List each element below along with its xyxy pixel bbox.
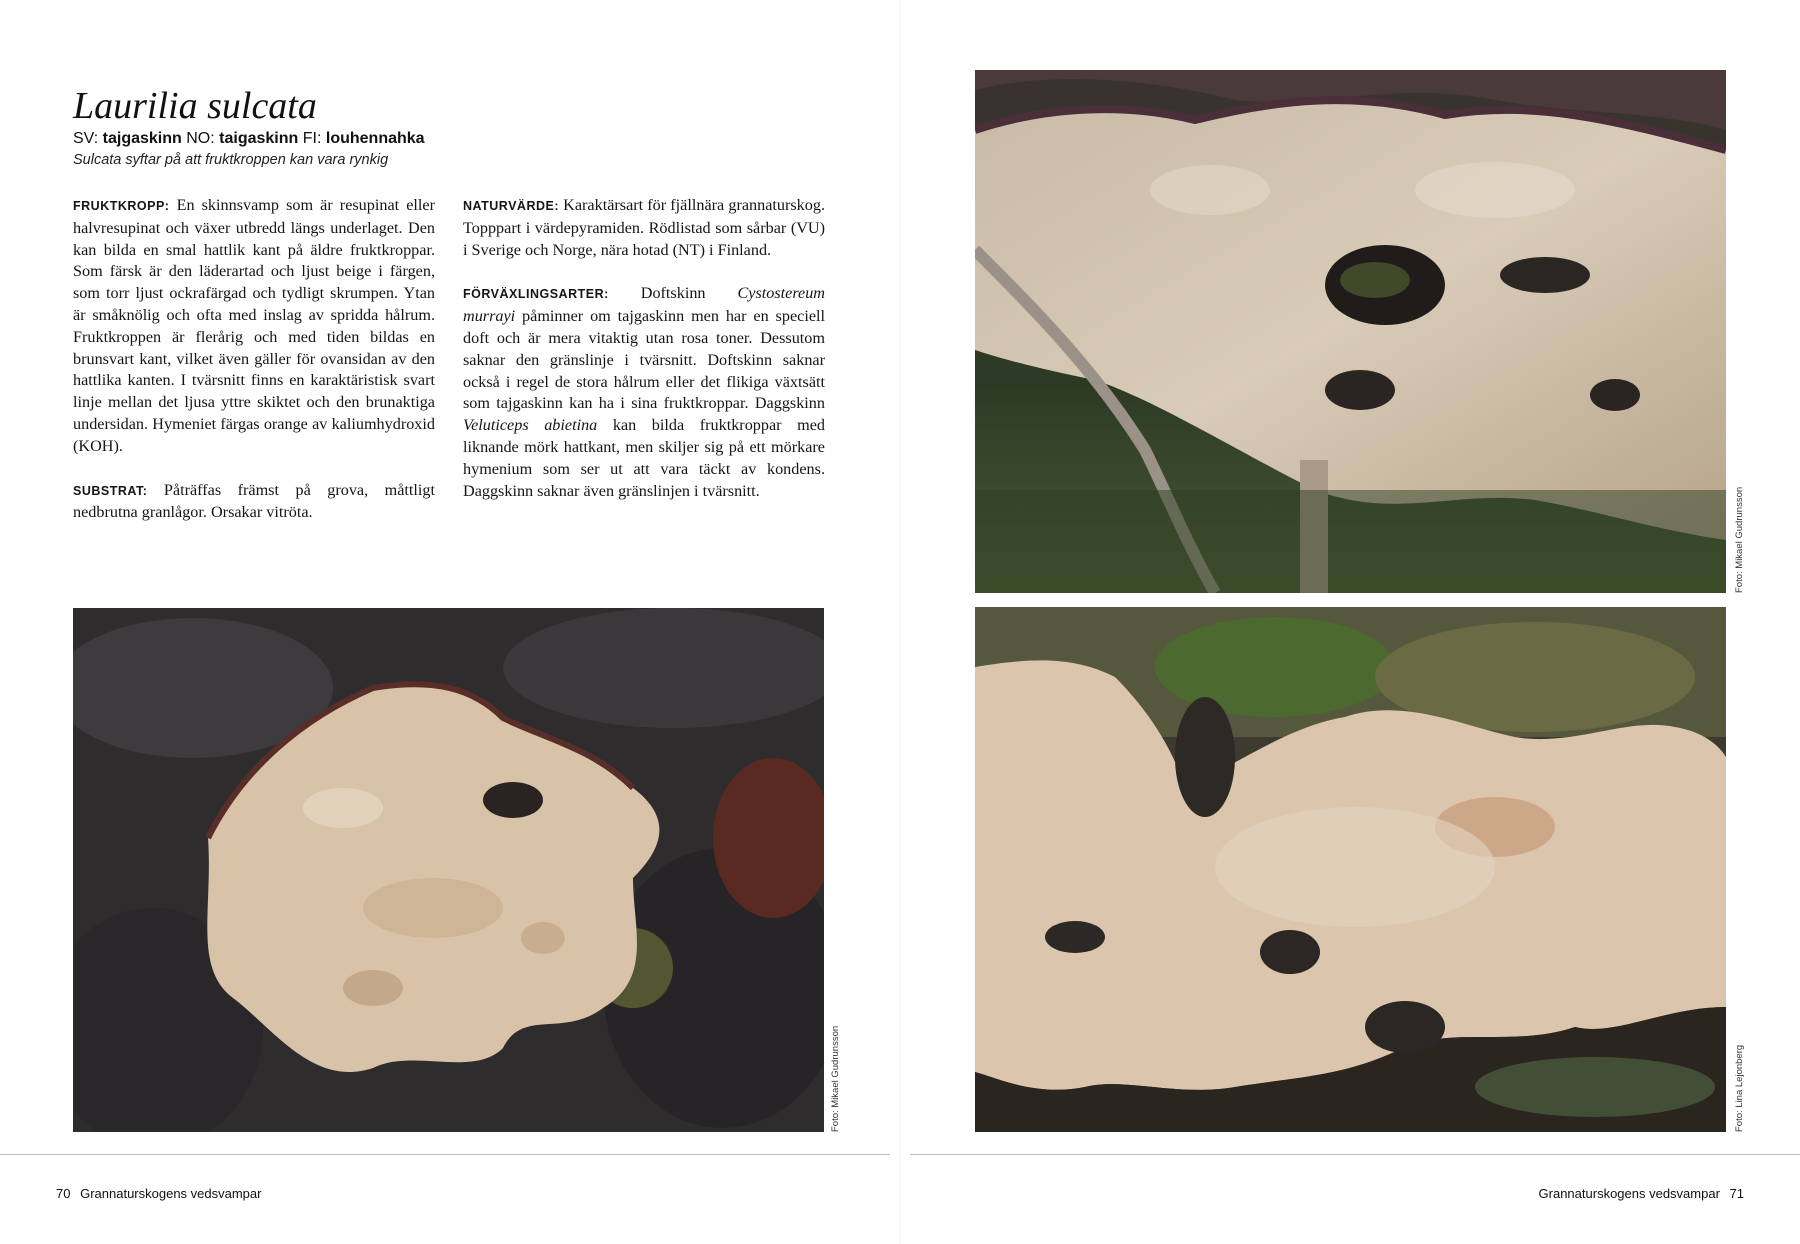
paragraph-forvaxlingsarter: [463, 283, 825, 502]
footer-rule-right: [910, 1154, 1800, 1155]
text-fruktkropp: En skinnsvamp som är resupinat eller halvresupinat och växer utbredd längs underlaget. Den kan bilda en smal hattlik kant på äldre fruktkroppar. Som färsk är den läderartad och ljust beige i färgen, som torr ljust ockrafärgad och tydligt skrumpen. Ytan är småknölig och ofta med inslag av spridda hålrum. Fruktkroppen är flerårig och med tiden bildas en brunsvart kant, vilket även gäller för ovansidan av den hattlika kanten. I tvärsnitt finns en karaktäristisk svart linje mellan det ljusa yttre skiktet och den brunaktiga undersidan. Hymeniet färgas orange av kaliumhydroxid (KOH).: [73, 196, 435, 455]
paragraph-fruktkropp: [73, 195, 435, 458]
photo-credit-bottom-right: Foto: Lina Lejonberg: [1734, 1044, 1745, 1132]
heading-substrat: SUBSTRAT:: [73, 483, 148, 498]
fungus-wide-image: [975, 607, 1726, 1132]
photo-fungus-shelf: [975, 70, 1726, 593]
paragraph-substrat: [73, 480, 435, 525]
footer-rule-left: [0, 1154, 890, 1155]
running-title-right: Grannaturskogens vedsvampar: [1538, 1186, 1720, 1201]
species-tagline: Sulcata syftar på att fruktkroppen kan vara rynkig: [73, 152, 389, 168]
photo-credit-bottom-left: Foto: Mikael Gudrunsson: [830, 1025, 841, 1132]
text-column-1: [73, 195, 435, 546]
latin-name-veluticeps: Veluticeps abietina: [463, 416, 598, 435]
text-column-2: [463, 195, 825, 524]
text-substrat: Påträffas främst på grova, måttligt nedbrutna granlågor. Orsakar vitröta.: [73, 480, 435, 522]
text-forvaxling-3: kan bilda fruktkroppar med liknande mörk hattkant, men skiljer sig på ett mörkare hymenium som ser ut att vara täckt av kondens. Daggskinn saknar även gränslinjen i tvärsnitt.: [463, 416, 825, 500]
name-fi: louhennahka: [325, 130, 425, 147]
text-forvaxling-2: påminner om tajgaskinn men har en speciell doft och är mera vitaktig utan rosa toner. Dessutom saknar den gränslinje i tvärsnitt. Doftskinn saknar också i regel de stora hålrum eller det flikiga växtsätt som tajgaskinn kan ha i sina fruktkroppar. Daggskinn: [463, 307, 825, 413]
lang-sv: SV:: [73, 130, 99, 147]
heading-naturvarde: NATURVÄRDE:: [463, 199, 560, 213]
lang-fi: FI:: [302, 130, 322, 147]
paragraph-naturvarde: [463, 195, 825, 261]
name-no: taigaskinn: [219, 130, 299, 147]
running-title-left: Grannaturskogens vedsvampar: [80, 1186, 262, 1201]
common-names: [73, 130, 425, 148]
heading-forvaxlingsarter: FÖRVÄXLINGSARTER:: [463, 287, 609, 302]
photo-fungus-wide: [975, 607, 1726, 1132]
footer-right: [1539, 1186, 1750, 1201]
text-forvaxling-1: Doftskinn: [640, 284, 738, 303]
photo-fungus-on-bark: [73, 608, 824, 1132]
page-number-right: 71: [1729, 1186, 1744, 1201]
lang-no: NO:: [186, 130, 215, 147]
page-number-left: 70: [56, 1186, 71, 1201]
fungus-on-bark-image: [73, 608, 824, 1132]
species-title: Laurilia sulcata: [73, 85, 317, 127]
text-naturvarde: Karaktärsart för fjällnära grannaturskog. Topppart i värdepyramiden. Rödlistad som sårbar (VU) i Sverige och Norge, nära hotad (NT) i Finland.: [463, 196, 826, 259]
page-gutter: [899, 0, 901, 1244]
name-sv: tajgaskinn: [102, 130, 182, 147]
latin-name-cystostereum: Cystostereum murrayi: [463, 284, 825, 326]
photo-credit-top-right: Foto: Mikael Gudrunsson: [1734, 486, 1745, 593]
footer-left: [50, 1186, 261, 1201]
heading-fruktkropp: FRUKTKROPP:: [73, 199, 170, 213]
fungus-shelf-image: [975, 70, 1726, 593]
